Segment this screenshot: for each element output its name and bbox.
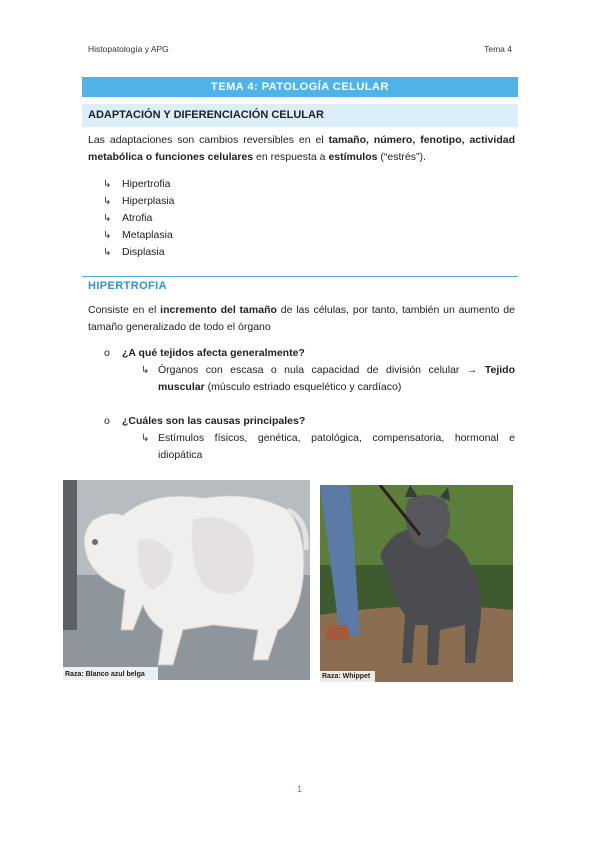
question-1 [104,345,305,362]
photo-caption: Raza: Blanco azul belga [65,671,145,678]
turn-arrow-icon: ↳ [103,247,112,258]
answer-1-bold: Tejido muscular [158,364,515,393]
answer-2 [141,430,515,464]
def-text-1: Consiste en el [88,304,161,316]
list-item [103,193,175,210]
turn-arrow-icon: ↳ [103,179,112,190]
answer-1-text-1: Órganos con escasa o nula capacidad de división celular → [158,364,485,376]
answer-1 [141,362,515,396]
question-1-text: ¿A qué tejidos afecta generalmente? [122,347,305,359]
section-heading: ADAPTACIÓN Y DIFERENCIACIÓN CELULAR [82,104,518,127]
list-item-label: Metaplasia [122,229,173,241]
list-item [103,227,175,244]
dog-illustration [320,485,513,682]
cow-illustration [63,480,310,680]
intro-text-1: Las adaptaciones son cambios reversibles en el [88,134,329,146]
answer-1-text-2: (músculo estriado esquelético y cardíaco) [204,381,402,393]
turn-arrow-icon: ↳ [141,433,150,444]
list-item-label: Hiperplasia [122,195,175,207]
section-divider [82,276,518,277]
answer-2-text: Estímulos físicos, genética, patológica, compensatoria, hormonal e idiopática [158,432,515,461]
def-bold: incremento del tamaño [160,304,277,316]
subsection-heading: HIPERTROFIA [88,280,167,292]
dog-photo [320,485,513,682]
page-title: TEMA 4: PATOLOGÍA CELULAR [82,77,518,97]
page-number: 1 [296,784,302,794]
intro-text-2: en respuesta a [253,151,329,163]
header-doc-title: Histopatología y APG [88,44,169,54]
list-item [103,210,175,227]
intro-paragraph [88,132,515,166]
question-2 [104,413,305,430]
photo-caption: Raza: Whippet [322,673,371,680]
list-item [103,244,175,261]
list-item-label: Hipertrofia [122,178,171,190]
turn-arrow-icon: ↳ [103,213,112,224]
list-item-label: Atrofia [122,212,153,224]
header-topic: Tema 4 [484,44,512,54]
cow-photo [63,480,310,680]
turn-arrow-icon: ↳ [103,230,112,241]
list-item-label: Displasia [122,246,165,258]
turn-arrow-icon: ↳ [103,196,112,207]
hypertrophy-definition [88,302,515,336]
def-text-2: de las células, por tanto, también un aumento de tamaño generalizado de todo el órgano [88,304,515,333]
question-2-text: ¿Cuáles son las causas principales? [122,415,306,427]
bullet-icon: o [104,347,110,359]
list-item [103,176,175,193]
bullet-icon: o [104,415,110,427]
intro-bold-2: estímulos [328,151,378,163]
intro-text-3: (“estrés”). [377,151,426,163]
intro-bold-1: tamaño, número, fenotipo, actividad metabólica o funciones celulares [88,134,515,163]
turn-arrow-icon: ↳ [141,365,150,376]
adaptation-list [103,176,175,261]
